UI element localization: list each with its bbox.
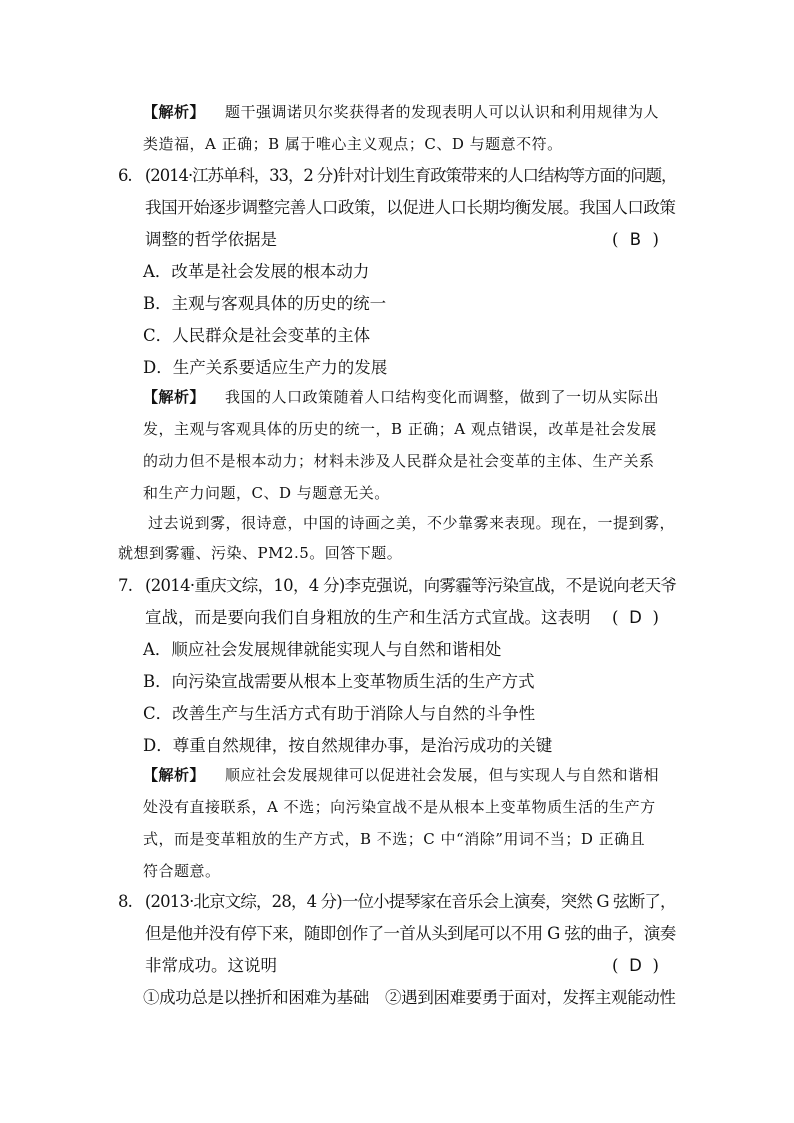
analysis-line: 【解析】 我国的人口政策随着人口结构变化而调整，做到了一切从实际出 — [143, 388, 660, 406]
analysis-line: 的动力但不是根本动力；材料未涉及人民群众是社会变革的主体、生产关系 — [143, 452, 655, 470]
option-a: A．改革是社会发展的根本动力 — [143, 262, 370, 281]
analysis-line: 【解析】 顺应社会发展规律可以促进社会发展，但与实现人与自然和谐相 — [143, 766, 660, 784]
analysis-line: 发，主观与客观具体的历史的统一，B 正确；A 观点错误，改革是社会发展 — [143, 420, 657, 438]
intro-passage-line: 就想到雾霾、污染、PM2.5。回答下题。 — [118, 544, 403, 562]
analysis-label: 【解析】 — [143, 103, 206, 121]
question-8-stem-line: 非常成功。这说明 — [145, 956, 277, 975]
question-6-stem: 6. (2014·江苏单科，33，2 分)针对计划生育政策带来的人口结构等方面的问题， — [118, 166, 677, 185]
choice-statements: ①成功总是以挫折和困难为基础 ②遇到困难要勇于面对，发挥主观能动性 — [143, 988, 676, 1007]
option-d: D．尊重自然规律，按自然规律办事，是治污成功的关键 — [143, 736, 553, 755]
question-8-stem-line: 但是他并没有停下来，随即创作了一首从头到尾可以不用 G 弦的曲子，演奏 — [145, 924, 676, 943]
answer-letter: D — [629, 608, 642, 627]
question-number: 6. — [118, 166, 132, 185]
analysis-line: 和生产力问题，C、D 与题意无关。 — [143, 484, 390, 502]
question-6-stem-line: 调整的哲学依据是 — [145, 230, 277, 249]
option-a: A．顺应社会发展规律就能实现人与自然和谐相处 — [143, 640, 502, 659]
question-8-stem: 8. (2013·北京文综，28，4 分)一位小提琴家在音乐会上演奏，突然 G 弦断了， — [118, 892, 676, 911]
analysis-line: 处没有直接联系，A 不选；向污染宣战不是从根本上变革物质生活的生产方 — [143, 798, 656, 816]
option-c: C．改善生产与生活方式有助于消除人与自然的斗争性 — [143, 704, 536, 723]
answer-bracket: ( D ) — [612, 608, 659, 627]
answer-letter: B — [629, 230, 642, 249]
analysis-label: 【解析】 — [143, 766, 206, 784]
answer-letter: D — [629, 956, 642, 975]
answer-bracket: ( D ) — [612, 956, 659, 975]
analysis-label: 【解析】 — [143, 388, 206, 406]
question-number: 7. — [118, 576, 133, 595]
intro-passage-line: 过去说到雾，很诗意，中国的诗画之美，不少靠雾来表现。现在，一提到雾， — [148, 514, 676, 532]
analysis-line: 【解析】 题干强调诺贝尔奖获得者的发现表明人可以认识和利用规律为人 — [143, 103, 660, 121]
option-c: C．人民群众是社会变革的主体 — [143, 326, 371, 345]
analysis-line: 式，而是变革粗放的生产方式，B 不选；C 中“消除”用词不当；D 正确且 — [143, 830, 646, 848]
analysis-line: 类造福，A 正确；B 属于唯心主义观点；C、D 与题意不符。 — [143, 135, 563, 153]
question-number: 8. — [118, 892, 133, 911]
question-7-stem: 7. (2014·重庆文综，10，4 分)李克强说，向雾霾等污染宣战，不是说向老天爷 — [118, 576, 677, 595]
option-b: B．向污染宣战需要从根本上变革物质生活的生产方式 — [143, 672, 535, 691]
question-7-stem-line: 宣战，而是要向我们自身粗放的生产和生活方式宣战。这表明 — [145, 608, 591, 627]
analysis-line: 符合题意。 — [143, 862, 221, 880]
answer-bracket: ( B ) — [612, 230, 659, 249]
question-6-stem-line: 我国开始逐步调整完善人口政策，以促进人口长期均衡发展。我国人口政策 — [145, 198, 676, 217]
option-b: B．主观与客观具体的历史的统一 — [143, 294, 387, 313]
option-d: D．生产关系要适应生产力的发展 — [143, 358, 388, 377]
